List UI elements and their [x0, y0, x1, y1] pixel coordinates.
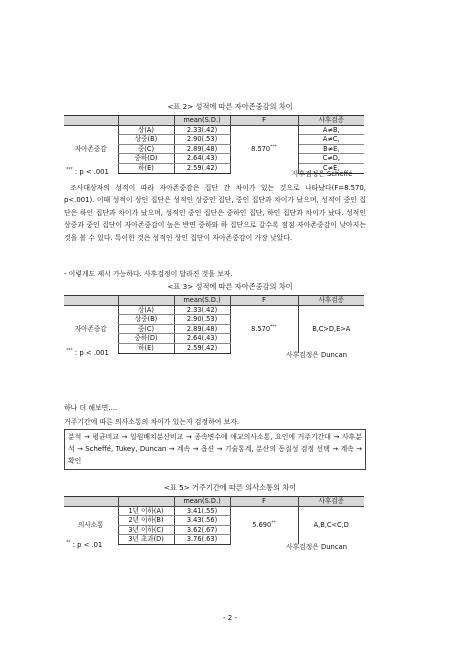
table3-mean: 2.33(.42) [174, 305, 230, 315]
table5-note [66, 541, 102, 549]
table2-caption: <표 2> 성적에 따른 자아존중감의 차이 [167, 102, 293, 111]
table3-level: 중하(D) [118, 334, 174, 344]
table-row [64, 506, 364, 516]
table2-header-mean: mean(S.D.) [174, 116, 230, 126]
table2 [64, 115, 364, 174]
table3-level: 상중(B) [118, 315, 174, 325]
table2-level: 중하(D) [118, 154, 174, 164]
table5-f-sig: ** [271, 521, 276, 527]
table5-header-f: F [230, 497, 298, 507]
table5 [64, 496, 364, 545]
table5-caption: <표 5> 거주기간에 따른 의사소통의 차이 [163, 483, 297, 492]
table2-posthoc: C≠D, [298, 154, 364, 164]
table3-mean: 2.89(.48) [174, 324, 230, 334]
table5-note-text: : p < .01 [70, 541, 103, 549]
table2-mean: 2.89(.48) [174, 144, 230, 154]
table2-level: 상중(B) [118, 135, 174, 145]
table3-f-sig: *** [270, 324, 277, 330]
table-row [64, 125, 364, 135]
table3-mean: 2.64(.43) [174, 334, 230, 344]
table2-method: 사후검정은 Scheffé [292, 170, 353, 178]
table2-header-f: F [230, 116, 298, 126]
result-paragraph: 조사대상자의 성적이 따라 자아존중감은 집단 간 차이가 있는 것으로 나타났다(F=8.570, p<.001). 이때 성적이 상인 집단은 성적인 상중인 집단, 중인 집단과 차이가 났으며, 성적이 중인 집단은 하인 집단과 차이가 났으며, 성적인 중인 집단은 중하인 집단, 하인 집단과 차이가 났다. 성적인 상중과 중인 집단이 자아존중감이 높은 반면 중하와 하 집단으로 갈수록 점점 자아존중감이 낮아지는 것을 볼 수 있다. 특이한 것은 성적인 상인 집단이 자아존중감이 가장 낮았다. [64, 184, 366, 242]
table3-note-text: : p < .001 [72, 349, 109, 357]
table5-posthoc: A,B,C<C,D [313, 521, 349, 530]
table5-level: 3년 초과(D) [118, 535, 174, 545]
table3-level: 하(E) [118, 343, 174, 353]
alt-presentation-line: - 이렇게도 제시 가능하다. 사후검정이 달라진 것을 보자. [64, 270, 233, 278]
table3-caption: <표 3> 성적에 따른 자아존중감의 차이 [167, 282, 293, 291]
table2-mean: 2.59(.42) [174, 163, 230, 173]
table5-mean: 3.76(.63) [174, 535, 230, 545]
table5-header-mean: mean(S.D.) [174, 497, 230, 507]
table2-note-mark: *** [66, 167, 73, 173]
table2-header-row [64, 116, 364, 126]
table3-header-row [64, 296, 364, 306]
table3-level: 상(A) [118, 305, 174, 315]
more-line: 하나 더 해보면.... [64, 404, 118, 412]
procedure-box: 분석 → 평균비교 → 일원배치분산비교 → 종속변수에 애교의사소통, 요인에 거주기간대 → 사후분석 → Scheffé, Tukey, Duncan → 계속 → 옵션 → 기술통계, 분산의 동질성 검정 선택 → 계속 → 확인 [64, 429, 366, 470]
table3-f-cell [230, 305, 298, 353]
table3-posthoc: B,C>D,E>A [312, 325, 351, 334]
table3-level: 중(C) [118, 324, 174, 334]
table5-f-value: 5.690 [252, 521, 272, 530]
table2-mean: 2.33(.42) [174, 125, 230, 135]
table2-f-cell [230, 125, 298, 173]
table2-header-posthoc: 사후검증 [298, 116, 364, 126]
table3-note-mark: *** [66, 348, 73, 354]
table2-posthoc: C≠E, [298, 163, 364, 173]
table5-header-row [64, 497, 364, 507]
table5-header-posthoc: 사후검증 [298, 497, 364, 507]
table2-level: 상(A) [118, 125, 174, 135]
table5-level: 1년 이하(A) [118, 506, 174, 516]
table5-mean: 3.41(.55) [174, 506, 230, 516]
table3-mean: 2.59(.42) [174, 343, 230, 353]
table2-posthoc: A≠B, [298, 125, 364, 135]
table5-mean: 3.43(.56) [174, 516, 230, 526]
table5-mean: 3.62(.67) [174, 525, 230, 535]
table2-posthoc: A≠C, [298, 135, 364, 145]
table3-header-f: F [230, 296, 298, 306]
table3-f-value: 8.570 [251, 325, 271, 334]
table5-level: 2년 이하(B) [118, 516, 174, 526]
table2-mean: 2.90(.53) [174, 135, 230, 145]
table-row [64, 305, 364, 315]
intro-line: 거주기간에 따른 의사소통의 차이가 있는지 검정하여 보자. [64, 418, 240, 426]
table3-method: 사후검정은 Duncan [286, 351, 348, 359]
table3-mean: 2.90(.53) [174, 315, 230, 325]
table2-note-text: : p < .001 [72, 168, 109, 176]
table5-group-label: 의사소통 [78, 521, 104, 530]
page-number: - 2 - [223, 614, 237, 622]
table2-posthoc: B≠E, [298, 144, 364, 154]
table3-group-label: 자아존중감 [74, 325, 107, 334]
table5-method: 사후검정은 Duncan [286, 543, 348, 551]
table3 [64, 295, 364, 354]
table3-header-mean: mean(S.D.) [174, 296, 230, 306]
table2-mean: 2.64(.43) [174, 154, 230, 164]
table2-note [66, 168, 109, 176]
table2-level: 하(E) [118, 163, 174, 173]
table3-header-posthoc: 사후검증 [298, 296, 364, 306]
table2-f-sig: *** [270, 144, 277, 150]
table2-group-label: 자아존중감 [74, 145, 107, 154]
table2-level: 중(C) [118, 144, 174, 154]
table5-level: 3년 이하(C) [118, 525, 174, 535]
table2-f-value: 8.570 [251, 145, 271, 154]
table5-f-cell [230, 506, 298, 544]
table5-note-mark: ** [66, 540, 71, 546]
table3-note [66, 349, 109, 357]
